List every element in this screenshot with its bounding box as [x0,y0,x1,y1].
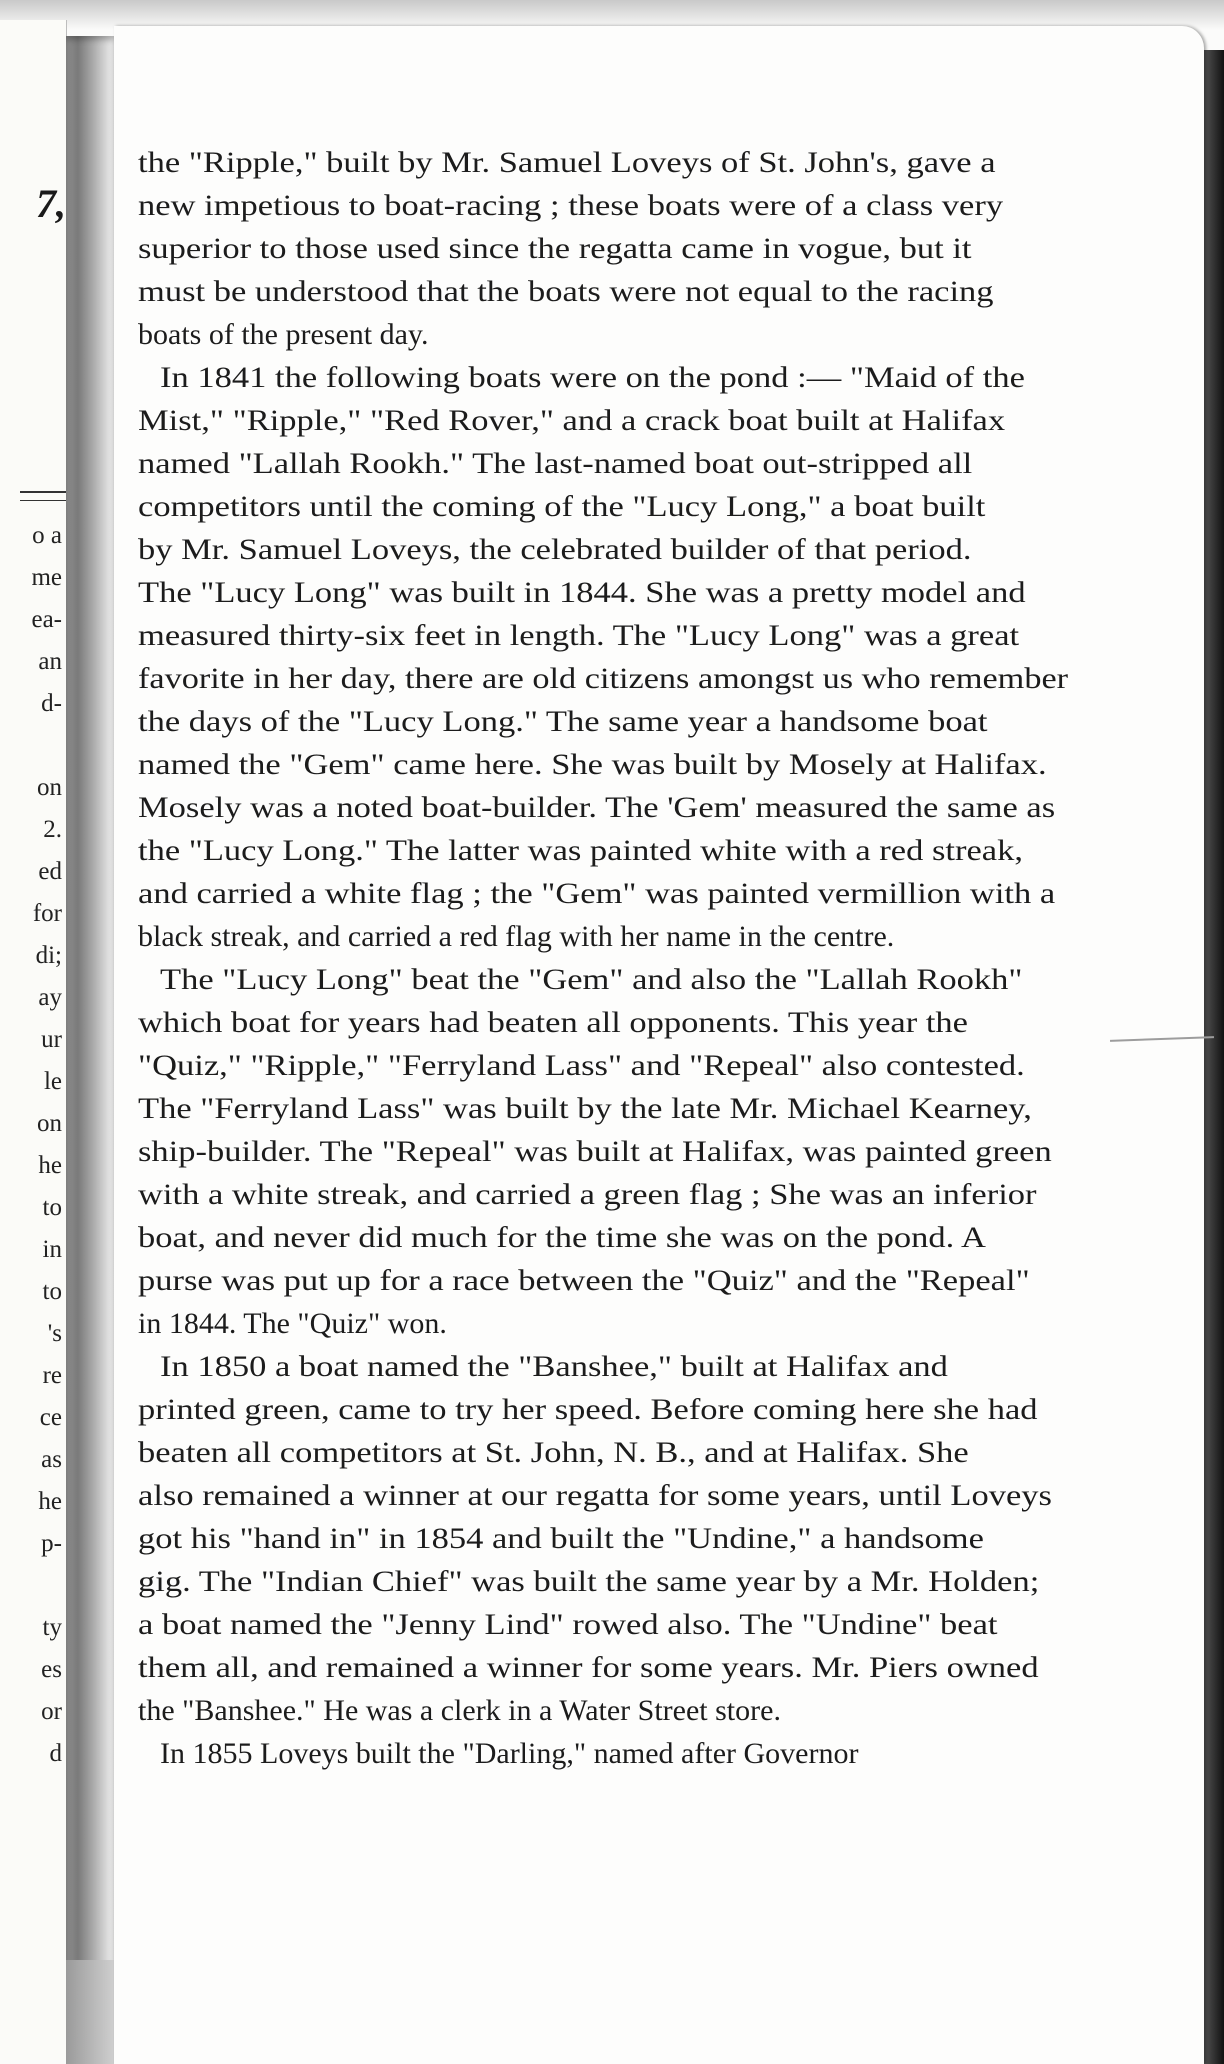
left-page-fragment: le [43,1068,62,1095]
left-page-fragment: o a [32,522,62,549]
left-page-fragment: p- [41,1530,62,1557]
left-page-fragment: d- [41,690,62,717]
left-page-fragment: or [41,1698,62,1725]
text-line: purse was put up for a race between the "Quiz" and the "Repeal" [138,1264,1030,1297]
text-line: must be understood that the boats were not equal to the racing [138,275,994,308]
left-page-fragment: di; [35,942,62,969]
left-page-fragment: as [41,1446,62,1473]
left-page-fragment: d [49,1740,62,1767]
left-page-fragment: for [32,900,62,927]
text-line: favorite in her day, there are old citizens amongst us who remember [138,662,1069,695]
text-line: black streak, and carried a red flag with her name in the centre. [138,920,895,953]
left-page-fragment: an [38,648,62,675]
text-line: got his "hand in" in 1854 and built the "Undine," a handsome [138,1522,984,1555]
left-page-fragment: 2. [43,816,62,843]
text-line: measured thirty-six feet in length. The "Lucy Long" was a great [138,619,1020,652]
left-page-fragment: to [42,1194,62,1221]
left-page-fragment: on [37,774,62,801]
left-page-fragment: to [42,1278,62,1305]
text-line: boat, and never did much for the time she was on the pond. A [138,1221,986,1254]
text-line: named "Lallah Rookh." The last-named boat out-stripped all [138,447,973,480]
text-line: competitors until the coming of the "Lucy Long," a boat built [138,490,986,523]
left-page-fragment: in [42,1236,62,1263]
text-line: the "Banshee." He was a clerk in a Water Street store. [138,1694,781,1727]
left-page-fragment: re [42,1362,62,1389]
text-line: printed green, came to try her speed. Before coming here she had [138,1393,1038,1426]
text-line: the days of the "Lucy Long." The same year a handsome boat [138,705,988,738]
text-line: "Quiz," "Ripple," "Ferryland Lass" and "Repeal" also contested. [138,1049,1025,1082]
text-line: also remained a winner at our regatta for some years, until Loveys [138,1479,1052,1512]
text-line: Mosely was a noted boat-builder. The 'Gem' measured the same as [138,791,1056,824]
left-page-fragment: on [37,1110,62,1137]
text-line: a boat named the "Jenny Lind" rowed also. The "Undine" beat [138,1608,998,1641]
right-page [114,26,1204,2064]
text-line: the "Lucy Long." The latter was painted white with a red streak, [138,834,1023,867]
text-line: and carried a white flag ; the "Gem" was painted vermillion with a [138,877,1056,910]
left-page-heading-fragment: 7, [36,181,66,226]
left-page-fragment: me [31,564,62,591]
left-page-fragment: he [38,1488,62,1515]
text-line: The "Lucy Long" was built in 1844. She was a pretty model and [138,576,1026,609]
left-page-fragment: he [38,1152,62,1179]
text-line: with a white streak, and carried a green flag ; She was an inferior [138,1178,1037,1211]
left-page-fragment: es [41,1656,62,1683]
text-line: named the "Gem" came here. She was built by Mosely at Halifax. [138,748,1047,781]
text-line: In 1850 a boat named the "Banshee," built at Halifax and [160,1350,948,1383]
text-line: In 1841 the following boats were on the pond :— "Maid of the [160,361,1025,394]
text-line: them all, and remained a winner for some years. Mr. Piers owned [138,1651,1039,1684]
text-line: gig. The "Indian Chief" was built the same year by a Mr. Holden; [138,1565,1040,1598]
text-line: Mist," "Ripple," "Red Rover," and a crack boat built at Halifax [138,404,1006,437]
book-gutter-shadow [66,36,114,2036]
text-line: new impetious to boat-racing ; these boats were of a class very [138,189,1004,222]
left-page-fragment: 's [47,1320,62,1347]
text-line: ship-builder. The "Repeal" was built at Halifax, was painted green [138,1135,1052,1168]
text-line: superior to those used since the regatta came in vogue, but it [138,232,972,265]
gutter-bottom [66,1960,114,2064]
left-page-fragment: ay [38,984,62,1011]
left-page-fragment: ty [42,1614,62,1641]
text-line: beaten all competitors at St. John, N. B., and at Halifax. She [138,1436,969,1469]
left-page-fragment: ed [38,858,62,885]
text-line: the "Ripple," built by Mr. Samuel Loveys of St. John's, gave a [138,146,996,179]
text-line: boats of the present day. [138,318,429,351]
left-page-edge [0,20,67,2060]
text-line: by Mr. Samuel Loveys, the celebrated builder of that period. [138,533,972,566]
left-page-rule [20,491,66,501]
text-line: which boat for years had beaten all opponents. This year the [138,1006,968,1039]
text-line: In 1855 Loveys built the "Darling," named after Governor [160,1737,859,1770]
text-line: in 1844. The "Quiz" won. [138,1307,447,1340]
text-line: The "Ferryland Lass" was built by the late Mr. Michael Kearney, [138,1092,1032,1125]
left-page-fragment: ea- [31,606,62,633]
left-page-fragment: ce [39,1404,62,1431]
left-page-fragment: ur [41,1026,62,1053]
text-line: The "Lucy Long" beat the "Gem" and also the "Lallah Rookh" [160,963,1023,996]
